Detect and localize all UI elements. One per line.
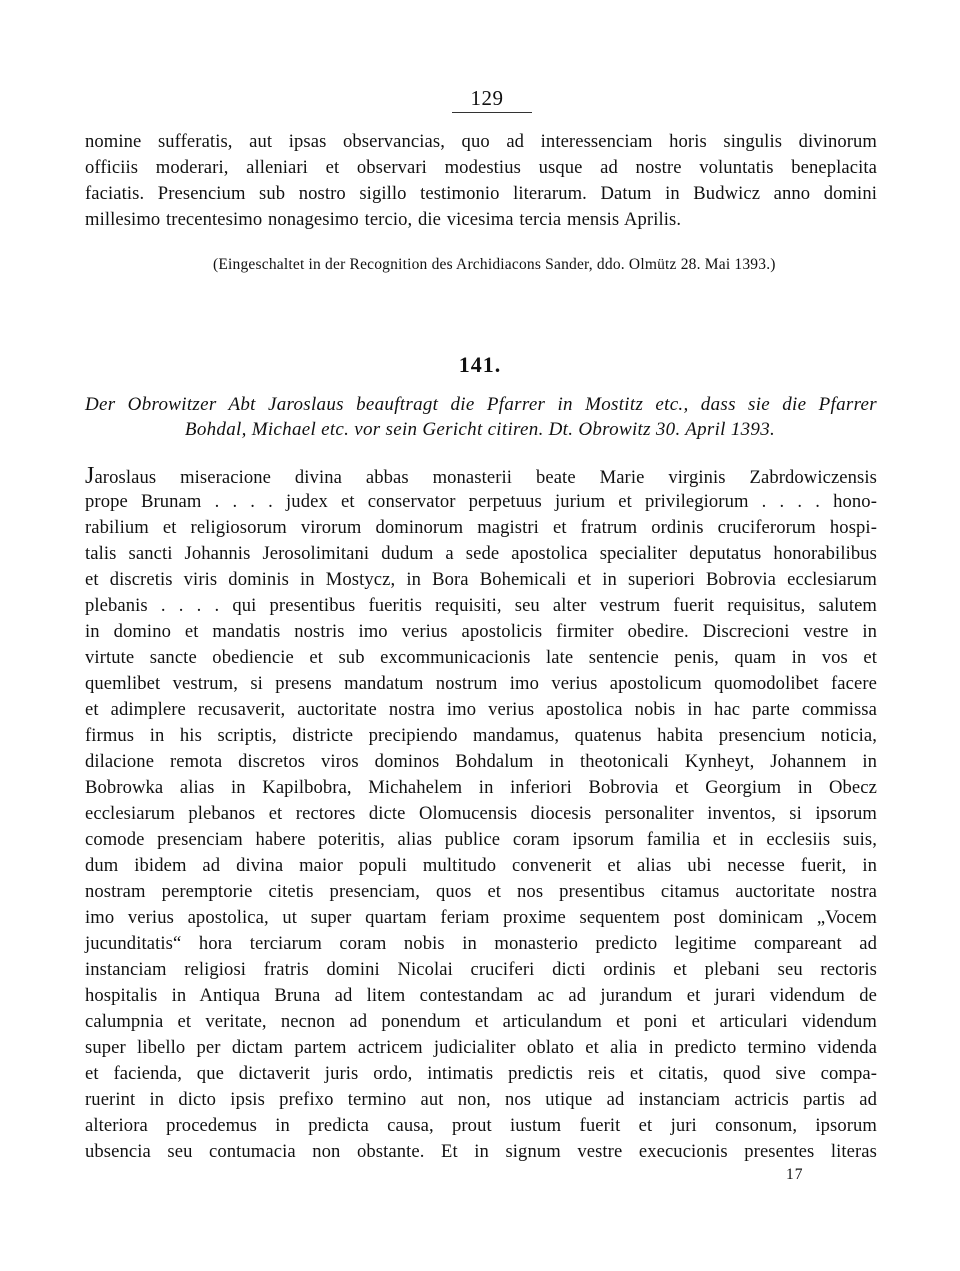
document-number: 141. bbox=[458, 352, 502, 377]
text-line: rabilium et religiosorum virorum dominorum magistri et fratrum ordinis cruciferorum hospi- bbox=[85, 517, 877, 538]
text-line: imo verius apostolica, ut super quartam feriam proxime sequentem post dominicam „Vocem bbox=[85, 907, 877, 928]
text-line: millesimo trecentesimo nonagesimo tercio, die vicesima tercia mensis Aprilis. bbox=[85, 209, 682, 230]
text-line: hospitalis in Antiqua Bruna ad litem contestandam ac ad jurandum et jurari videndum de bbox=[85, 985, 877, 1006]
text-line: dum ibidem ad divina maior populi multitudo convenerit et alias ubi necesse fuerit, in bbox=[85, 855, 877, 876]
text-line: firmus in his scriptis, districte precipiendo mandamus, quatenus habita presencium noticia, bbox=[85, 725, 877, 746]
document-heading-line-2: Bohdal, Michael etc. vor sein Gericht citiren. Dt. Obrowitz 30. April 1393. bbox=[184, 419, 776, 440]
page-number: 129 bbox=[470, 86, 504, 110]
text-line: ubsencia seu contumacia non obstante. Et in signum vestre execucionis presentes literas bbox=[85, 1141, 877, 1162]
page-number-rule bbox=[452, 112, 532, 113]
text-line: super libello per dictam partem actricem judicialiter oblato et alia in predicto termino videnda bbox=[85, 1037, 877, 1058]
text-line: nomine sufferatis, aut ipsas observancias, quo ad interessenciam horis singulis divinorum bbox=[85, 131, 877, 152]
text-line: nostram peremptorie citetis presenciam, quos et nos presentibus citamus auctoritate nostra bbox=[85, 881, 877, 902]
text-line: Bobrowka alias in Kapilbobra, Michahelem in inferiori Bobrovia et Georgium in Obecz bbox=[85, 777, 877, 798]
text-line-first-rest: aroslaus miseracione divina abbas monasterii beate Marie virginis Zabrdowiczensis bbox=[94, 467, 877, 488]
text-line: et discretis viris dominis in Mostycz, in Bora Bohemicali et in superiori Bobrovia ecclesiarum bbox=[85, 569, 877, 590]
document-heading-line-1: Der Obrowitzer Abt Jaroslaus beauftragt die Pfarrer in Mostitz etc., dass sie die Pfarrer bbox=[85, 394, 877, 415]
drop-cap: J bbox=[85, 463, 95, 489]
text-line: talis sancti Johannis Jerosolimitani dudum a sede apostolica specialiter deputatus honorabilibus bbox=[85, 543, 877, 564]
text-line: in domino et mandatis nostris imo verius apostolicis firmiter obedire. Discrecioni vestre in bbox=[85, 621, 877, 642]
text-line: jucunditatis“ hora terciarum coram nobis in monasterio predicto legitime compareant ad bbox=[85, 933, 877, 954]
text-line: quemlibet vestrum, si presens mandatum nostrum imo verius apostolicum quomodolibet facere bbox=[85, 673, 877, 694]
text-line: faciatis. Presencium sub nostro sigillo testimonio literarum. Datum in Budwicz anno domini bbox=[85, 183, 877, 204]
signature-mark: 17 bbox=[786, 1166, 804, 1183]
text-line: plebanis . . . . qui presentibus fueritis requisiti, seu alter vestrum fuerit requisitus, salutem bbox=[85, 595, 877, 616]
text-line: virtute sancte obediencie et sub excommunicacionis late sentencie penis, quam in vos et bbox=[85, 647, 877, 668]
text-line: prope Brunam . . . . judex et conservator perpetuus jurium et privilegiorum . . . . hono- bbox=[85, 491, 877, 512]
text-line: comode presenciam habere poteritis, alias publice coram ipsorum familia et in ecclesiis suis, bbox=[85, 829, 877, 850]
text-line: officiis moderari, alleniari et observari modestius usque ad nostre voluntatis beneplacita bbox=[85, 157, 877, 178]
text-line: dilacione remota discretos viros dominos Bohdalum in theotonicali Kynheyt, Johannem in bbox=[85, 751, 877, 772]
text-line: alteriora procedemus in predicta causa, prout iustum fuerit et juri consonum, ipsorum bbox=[85, 1115, 877, 1136]
text-line-first bbox=[85, 464, 877, 490]
text-line: ruerint in dicto ipsis prefixo termino aut non, nos utique ad instanciam actricis partis ad bbox=[85, 1089, 877, 1110]
source-note: (Eingeschaltet in der Recognition des Archidiacons Sander, ddo. Olmütz 28. Mai 1393.) bbox=[213, 256, 776, 273]
text-line: instanciam religiosi fratris domini Nicolai cruciferi dicti ordinis et plebani seu rectoris bbox=[85, 959, 877, 980]
text-line: ecclesiarum plebanos et rectores dicte Olomucensis diocesis personaliter inventos, si ipsorum bbox=[85, 803, 877, 824]
text-line: et adimplere recusaverit, auctoritate nostra imo verius apostolica nobis in hac parte commissa bbox=[85, 699, 877, 720]
text-line: et facienda, que dictaverit juris ordo, intimatis predictis reis et citatis, quod sive compa- bbox=[85, 1063, 877, 1084]
text-line: calumpnia et veritate, necnon ad ponendum et articulandum et poni et articulari videndum bbox=[85, 1011, 877, 1032]
